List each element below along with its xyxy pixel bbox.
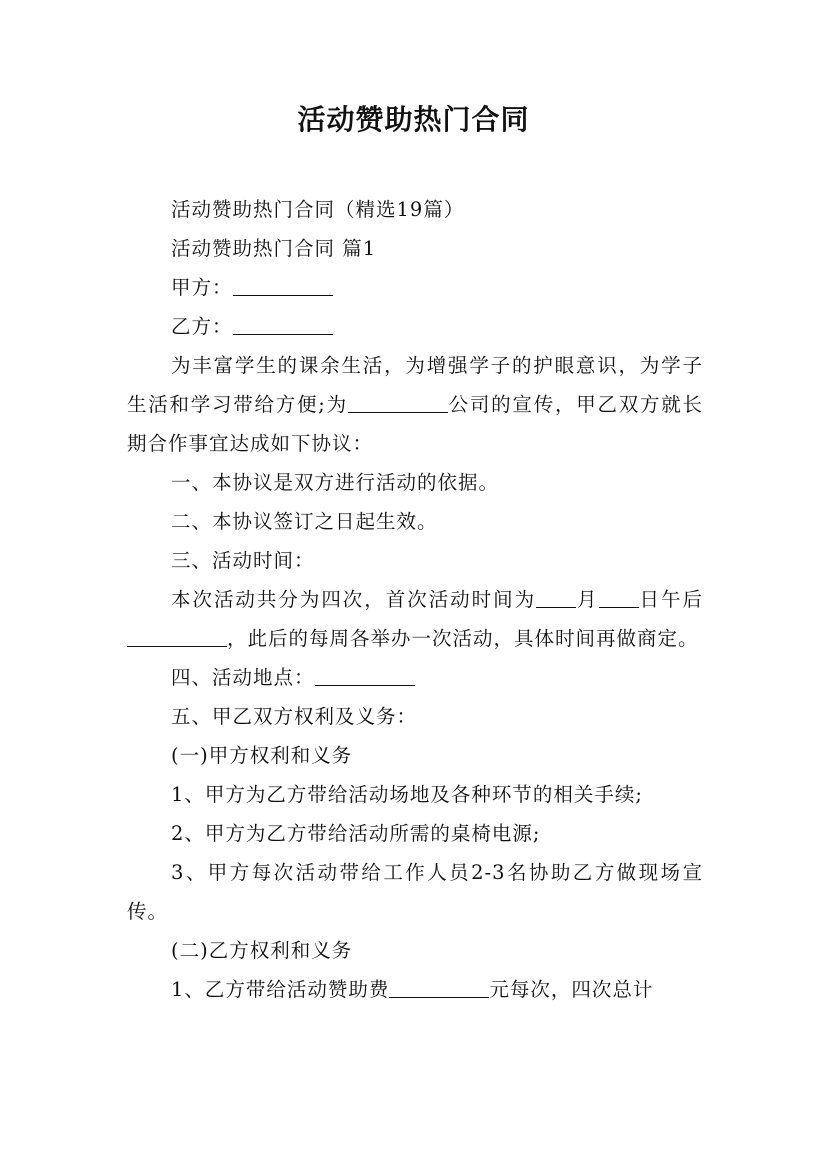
preamble-text-a: 为丰富学生的课余生活，为增强学子的护眼意识，为学子生活和学习带给方便;为	[127, 354, 703, 416]
company-blank	[348, 393, 448, 414]
party-b-label: 乙方：	[171, 315, 233, 338]
location-label: 四、活动地点：	[171, 666, 315, 689]
document-title: 活动赞助热门合同	[297, 103, 530, 136]
paragraph-party-a	[127, 268, 703, 307]
paragraph-clause-3: 三、活动时间：	[171, 549, 315, 572]
month-blank	[536, 588, 576, 609]
paragraph-party-a-item-3: 3、甲方每次活动带给工作人员2-3名协助乙方做现场宣传。	[127, 861, 703, 923]
activity-time-text-d: ，此后的每周各举办一次活动，具体时间再做商定。	[227, 627, 699, 650]
sponsorship-text-b: 元每次，四次总计	[489, 978, 654, 1001]
paragraph-subtitle: 活动赞助热门合同（精选19篇）	[171, 198, 465, 221]
paragraph-party-a-rights: (一)甲方权利和义务	[171, 744, 353, 767]
party-b-blank	[233, 315, 333, 336]
paragraph-clause-5: 五、甲乙双方权利及义务：	[171, 705, 418, 728]
party-a-blank	[233, 276, 333, 297]
activity-time-text-c: 日午后	[638, 588, 703, 611]
activity-time-text-a: 本次活动共分为四次，首次活动时间为	[171, 588, 537, 611]
paragraph-party-a-item-1: 1、甲方为乙方带给活动场地及各种环节的相关手续;	[171, 783, 643, 806]
paragraph-party-b	[127, 307, 703, 346]
preamble-text-b: 公司的宣传，甲乙双方就长期合作事宜达成如下协议：	[127, 393, 703, 455]
paragraph-party-a-item-2: 2、甲方为乙方带给活动所需的桌椅电源;	[171, 822, 541, 845]
paragraph-party-b-item-1	[127, 970, 703, 1009]
paragraph-section-heading: 活动赞助热门合同 篇1	[171, 237, 377, 260]
day-blank	[599, 588, 639, 609]
sponsorship-text-a: 1、乙方带给活动赞助费	[171, 978, 390, 1001]
sponsorship-amount-blank	[389, 978, 489, 999]
document-body	[127, 190, 703, 1009]
paragraph-location	[127, 658, 703, 697]
paragraph-party-b-rights: (二)乙方权利和义务	[171, 939, 353, 962]
party-a-label: 甲方：	[171, 276, 233, 299]
paragraph-clause-1: 一、本协议是双方进行活动的依据。	[171, 471, 500, 494]
activity-time-text-b: 月	[576, 588, 599, 611]
paragraph-preamble	[127, 346, 703, 463]
paragraph-activity-time	[127, 580, 703, 658]
paragraph-clause-2: 二、本协议签订之日起生效。	[171, 510, 438, 533]
hour-blank	[127, 627, 227, 648]
location-blank	[315, 666, 415, 687]
